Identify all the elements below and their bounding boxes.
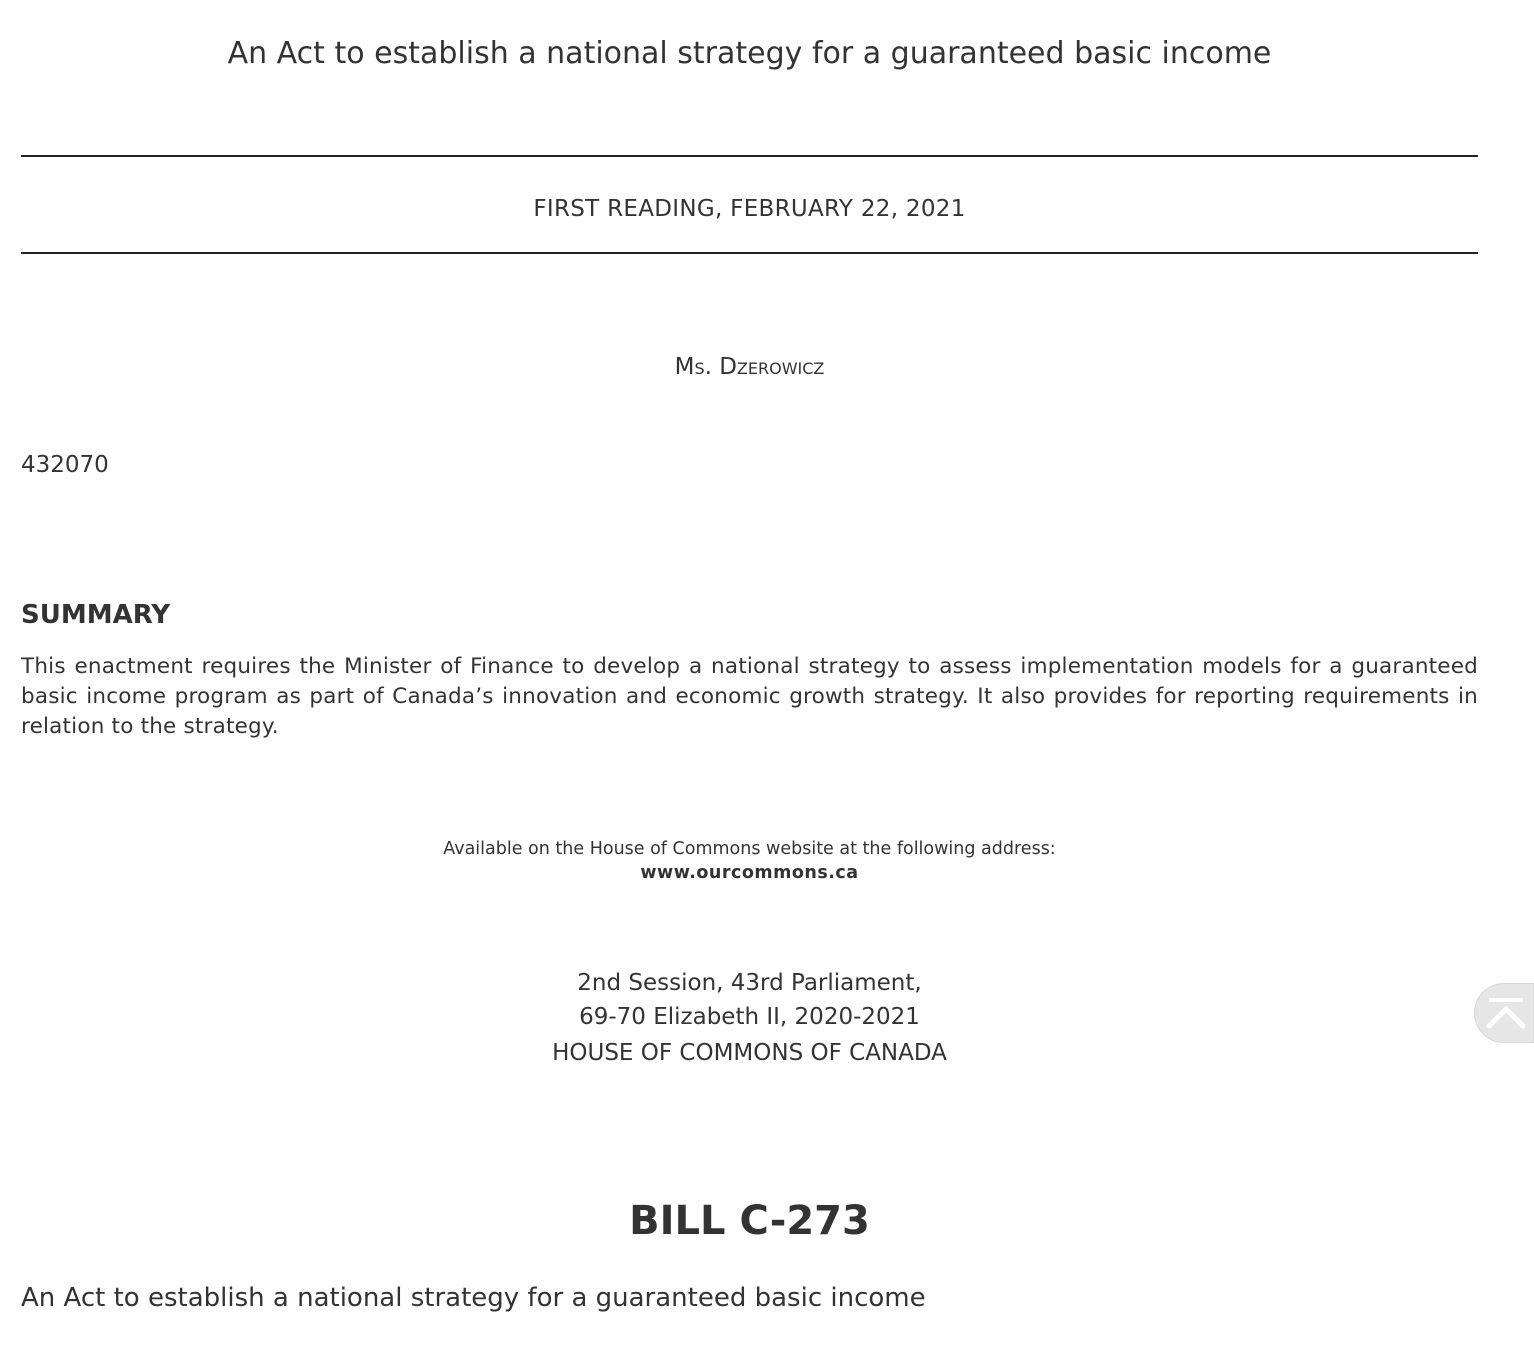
session-line-2: 69-70 Elizabeth II, 2020-2021 bbox=[579, 1004, 920, 1030]
bill-long-title: An Act to establish a national strategy for a guaranteed basic income bbox=[21, 1283, 926, 1313]
ourcommons-link[interactable]: www.ourcommons.ca bbox=[640, 863, 859, 883]
summary-text: This enactment requires the Minister of Finance to develop a national strategy to assess implementation models for a guaranteed basic income program as part of Canada’s innovation and economic growth strategy. It also provides for reporting requirements in relation to the strategy. bbox=[21, 654, 1478, 739]
divider-bottom bbox=[21, 252, 1478, 254]
back-to-top-chevron-icon bbox=[1483, 994, 1529, 1034]
parliament-session bbox=[21, 966, 1478, 1034]
availability-label: Available on the House of Commons website at the following address: bbox=[443, 839, 1056, 859]
back-to-top-button[interactable] bbox=[1474, 983, 1534, 1043]
document-number: 432070 bbox=[21, 452, 109, 478]
divider-top bbox=[21, 155, 1478, 157]
summary-heading: SUMMARY bbox=[21, 600, 171, 630]
house-name: HOUSE OF COMMONS OF CANADA bbox=[552, 1040, 947, 1066]
bill-sponsor: Ms. Dzerowicz bbox=[674, 354, 825, 380]
first-reading-date: FIRST READING, FEBRUARY 22, 2021 bbox=[533, 196, 966, 222]
availability-notice bbox=[21, 837, 1478, 885]
session-line-1: 2nd Session, 43rd Parliament, bbox=[577, 970, 922, 996]
document-title: An Act to establish a national strategy for a guaranteed basic income bbox=[227, 36, 1272, 71]
bill-number: BILL C-273 bbox=[629, 1198, 870, 1244]
